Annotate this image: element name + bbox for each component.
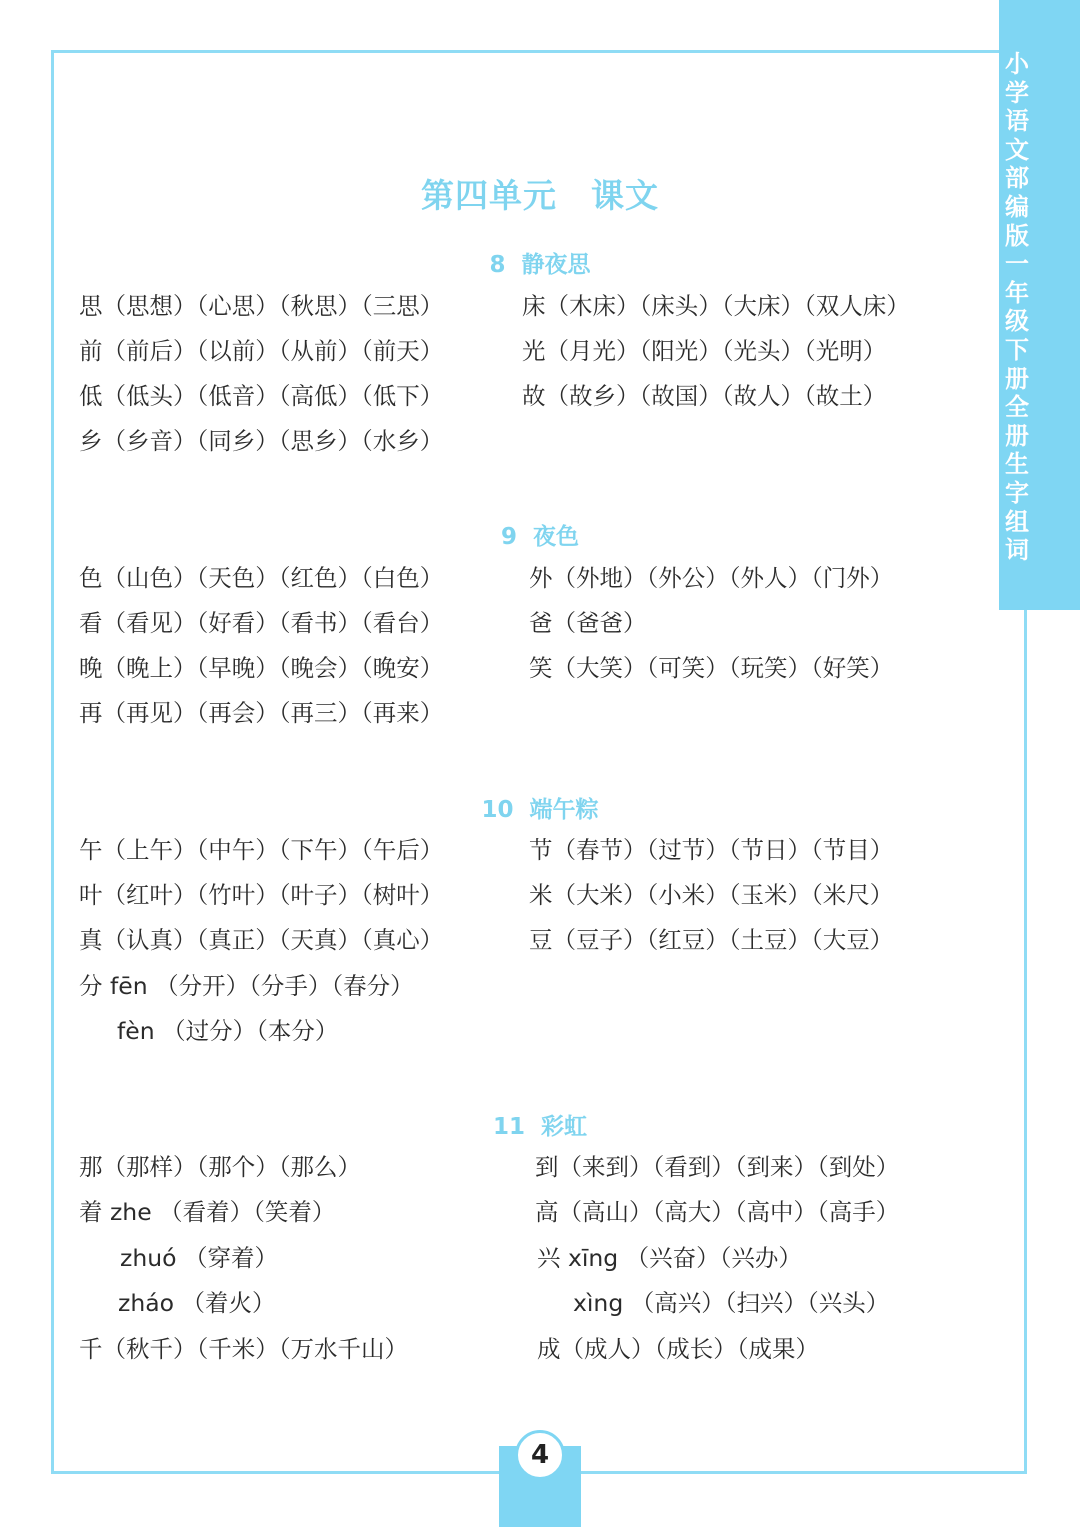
side-label: 小学语文部编版 一年级下册 全册生字组词 — [1005, 50, 1029, 565]
word-row: 节（春节）（过节）（节日）（节目） — [529, 836, 894, 864]
word-row: 着 zhe （看着）（笑着） — [79, 1198, 336, 1226]
word-row: zhuó （穿着） — [120, 1244, 278, 1272]
word-row: 午（上午）（中午）（下午）（午后） — [79, 836, 444, 864]
word-row: 分 fēn （分开）（分手）（春分） — [79, 972, 414, 1000]
word-row: 故（故乡）（故国）（故人）（故土） — [522, 382, 887, 410]
word-row: 到（来到）（看到）（到来）（到处） — [535, 1153, 900, 1181]
word-row: 低（低头）（低音）（高低）（低下） — [79, 382, 444, 410]
word-row: 爸（爸爸） — [529, 609, 647, 637]
word-row: 色（山色）（天色）（红色）（白色） — [79, 564, 444, 592]
word-row: 叶（红叶）（竹叶）（叶子）（树叶） — [79, 881, 444, 909]
lesson-title: 9 夜色 — [500, 524, 580, 550]
word-row: 兴 xīng （兴奋）（兴办） — [537, 1244, 802, 1272]
word-row: 看（看见）（好看）（看书）（看台） — [79, 609, 444, 637]
word-row: 真（认真）（真正）（天真）（真心） — [79, 926, 444, 954]
word-row: xìng （高兴）（扫兴）（兴头） — [573, 1289, 890, 1317]
lesson-title: 10 端午粽 — [481, 797, 599, 823]
word-row: 豆（豆子）（红豆）（土豆）（大豆） — [529, 926, 894, 954]
word-row: fèn （过分）（本分） — [117, 1017, 339, 1045]
word-row: 外（外地）（外公）（外人）（门外） — [529, 564, 894, 592]
unit-title: 第四单元 课文 — [421, 176, 659, 215]
word-row: 笑（大笑）（可笑）（玩笑）（好笑） — [529, 654, 894, 682]
word-row: 成（成人）（成长）（成果） — [537, 1335, 819, 1363]
word-row: 米（大米）（小米）（玉米）（米尺） — [529, 881, 894, 909]
word-row: 晚（晚上）（早晚）（晚会）（晚安） — [79, 654, 444, 682]
word-row: 再（再见）（再会）（再三）（再来） — [79, 699, 444, 727]
word-row: 光（月光）（阳光）（光头）（光明） — [522, 337, 887, 365]
lesson-title: 11 彩虹 — [492, 1114, 588, 1140]
word-row: 高（高山）（高大）（高中）（高手） — [535, 1198, 900, 1226]
word-row: zháo （着火） — [118, 1289, 276, 1317]
page-number: 4 — [515, 1430, 565, 1480]
word-row: 前（前后）（以前）（从前）（前天） — [79, 337, 444, 365]
lesson-title: 8 静夜思 — [489, 252, 591, 278]
word-row: 思（思想）（心思）（秋思）（三思） — [79, 292, 444, 320]
word-row: 乡（乡音）（同乡）（思乡）（水乡） — [79, 427, 444, 455]
word-row: 床（木床）（床头）（大床）（双人床） — [522, 292, 910, 320]
word-row: 那（那样）（那个）（那么） — [79, 1153, 361, 1181]
word-row: 千（秋千）（千米）（万水千山） — [79, 1335, 408, 1363]
